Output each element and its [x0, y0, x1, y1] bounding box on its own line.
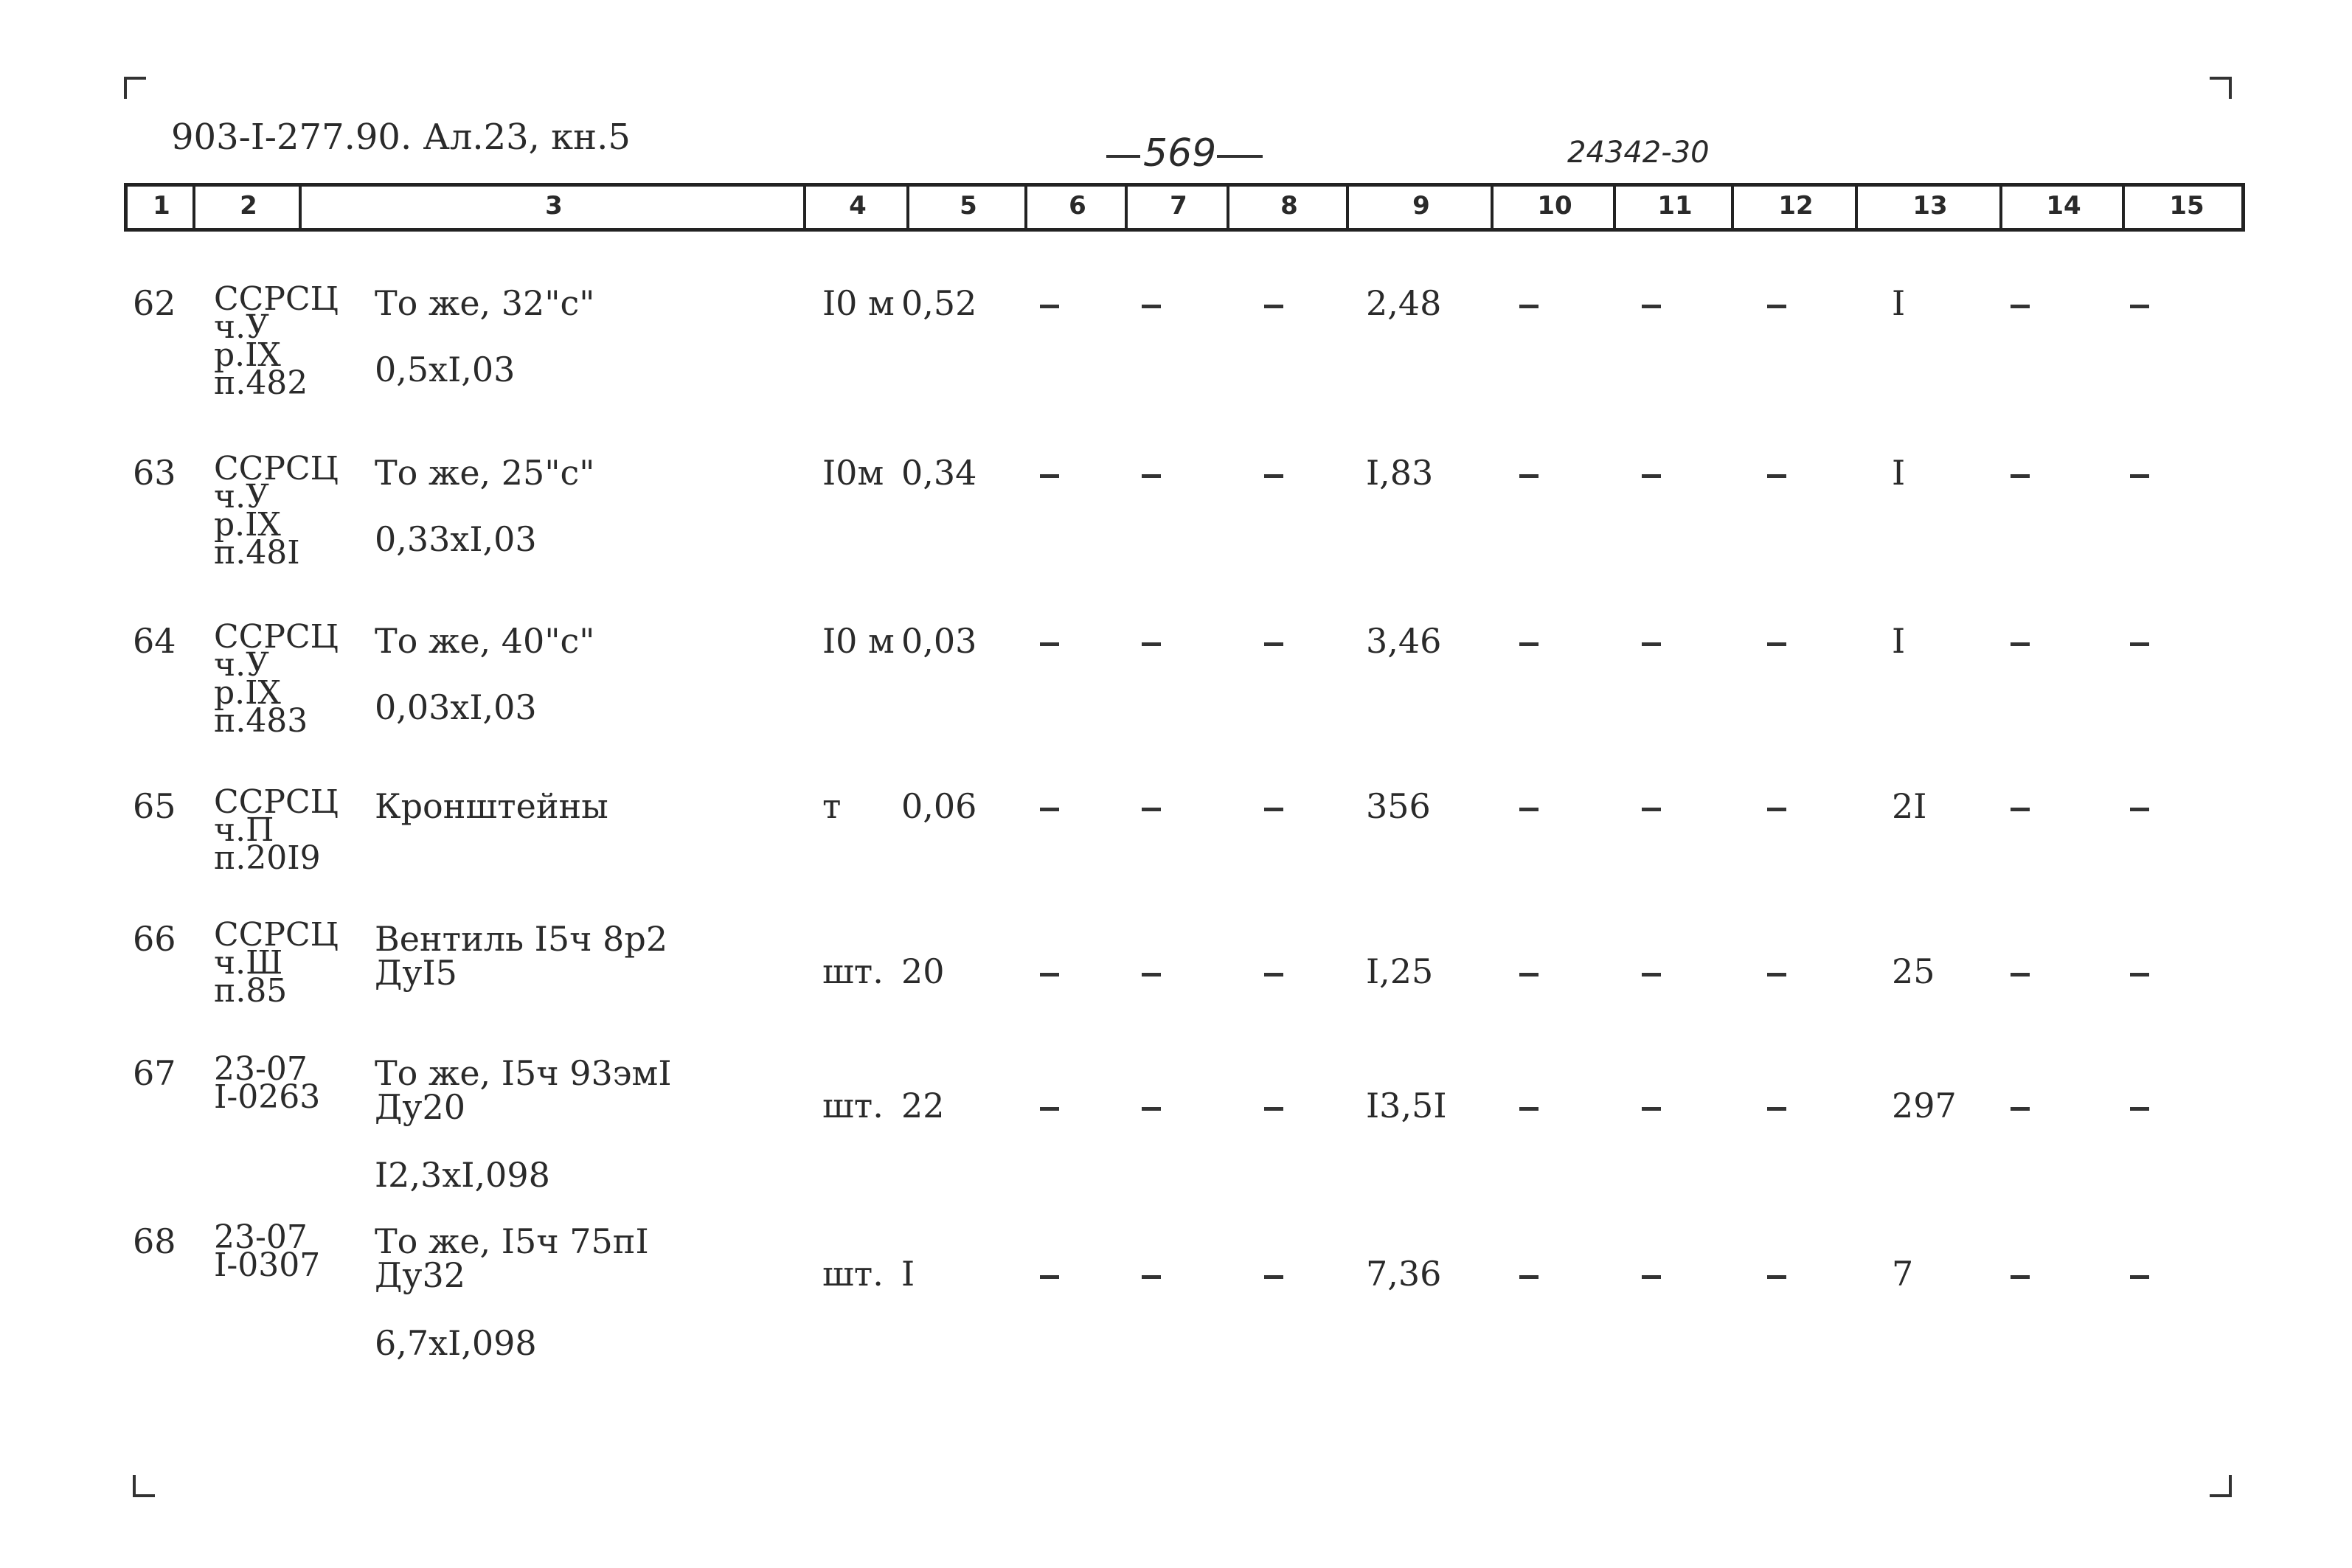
dash-mark	[1142, 1275, 1161, 1279]
cell-c11	[1642, 286, 1661, 320]
cell-c15	[2130, 1089, 2149, 1123]
cell-c15	[2130, 624, 2149, 658]
cell-c8	[1264, 456, 1283, 490]
reference-line: р.IX	[214, 506, 281, 544]
description-line: ДуI5	[375, 953, 457, 993]
dash-mark	[1767, 808, 1786, 811]
cell-c7	[1142, 624, 1161, 658]
dash-mark	[1264, 305, 1283, 308]
document-code: 903-I-277.90. Ал.23, кн.5	[171, 117, 631, 158]
dash-mark	[1040, 1275, 1059, 1279]
description-line: I2,3xI,098	[375, 1155, 550, 1195]
cell-c11	[1642, 456, 1661, 490]
page-number-dash-right	[1217, 155, 1263, 158]
reference-line: ССРСЦ	[214, 916, 339, 954]
dash-mark	[1264, 808, 1283, 811]
dash-mark	[1264, 474, 1283, 478]
cell-c14	[2011, 954, 2030, 988]
column-number-4: 4	[849, 191, 867, 221]
dash-mark	[2130, 1107, 2149, 1111]
cell-c14	[2011, 456, 2030, 490]
description-line: 0,03xI,03	[375, 687, 537, 727]
row-number: 67	[133, 1053, 176, 1093]
description-line: Вентиль I5ч 8р2	[375, 919, 668, 959]
dash-mark	[1142, 474, 1161, 478]
cell-c12	[1767, 954, 1786, 988]
dash-mark	[1142, 808, 1161, 811]
dash-mark	[2011, 973, 2030, 976]
quantity-cell: 0,03	[901, 621, 977, 661]
column-number-11: 11	[1657, 191, 1693, 221]
dash-mark	[2130, 808, 2149, 811]
unit-cell: шт.	[822, 1254, 884, 1294]
cell-c12	[1767, 1257, 1786, 1291]
column-number-14: 14	[2046, 191, 2081, 221]
cell-c8	[1264, 789, 1283, 823]
column-number-12: 12	[1778, 191, 1814, 221]
dash-mark	[1264, 642, 1283, 646]
cell-c7	[1142, 286, 1161, 320]
column-divider	[299, 187, 302, 228]
column-divider	[1999, 187, 2002, 228]
description-line: Ду32	[375, 1255, 465, 1295]
row-number: 62	[133, 283, 176, 323]
cell-c8	[1264, 286, 1283, 320]
dash-mark	[1040, 305, 1059, 308]
cell-c7	[1142, 789, 1161, 823]
reference-line: 23-07	[214, 1050, 308, 1088]
reference-line: п.20I9	[214, 839, 321, 877]
dash-mark	[2130, 1275, 2149, 1279]
cell-c7	[1142, 456, 1161, 490]
column-number-10: 10	[1537, 191, 1572, 221]
cell-c15	[2130, 789, 2149, 823]
reference-line: ч.У	[214, 478, 269, 516]
cell-c9: I,25	[1366, 951, 1434, 991]
cell-c14	[2011, 789, 2030, 823]
quantity-cell: 0,52	[901, 283, 977, 323]
dash-mark	[1767, 1275, 1786, 1279]
description-line: 6,7xI,098	[375, 1323, 537, 1363]
column-number-7: 7	[1170, 191, 1187, 221]
description-line: То же, I5ч 75пI	[375, 1221, 649, 1261]
column-divider	[192, 187, 195, 228]
column-divider	[1731, 187, 1734, 228]
reference-line: ч.Ш	[214, 944, 283, 982]
dash-mark	[1519, 1275, 1538, 1279]
cell-c9: 3,46	[1366, 621, 1442, 661]
dash-mark	[1040, 642, 1059, 646]
dash-mark	[1264, 1275, 1283, 1279]
cell-c9: I3,5I	[1366, 1086, 1447, 1125]
dash-mark	[2130, 474, 2149, 478]
column-number-13: 13	[1912, 191, 1948, 221]
dash-mark	[1519, 1107, 1538, 1111]
column-divider	[1125, 187, 1128, 228]
column-divider	[1613, 187, 1616, 228]
reference-line: п.85	[214, 972, 288, 1010]
corner-mark-bottom-left	[133, 1475, 155, 1497]
column-number-2: 2	[240, 191, 257, 221]
unit-cell: I0м	[822, 453, 884, 493]
row-number: 63	[133, 453, 176, 493]
dash-mark	[1142, 305, 1161, 308]
reference-line: ССРСЦ	[214, 280, 339, 318]
dash-mark	[2011, 305, 2030, 308]
reference-line: ч.П	[214, 811, 274, 849]
dash-mark	[2011, 642, 2030, 646]
cell-c7	[1142, 954, 1161, 988]
reference-line: ССРСЦ	[214, 450, 339, 488]
column-number-5: 5	[960, 191, 977, 221]
quantity-cell: 0,34	[901, 453, 977, 493]
reference-line: 23-07	[214, 1218, 308, 1256]
cell-c7	[1142, 1089, 1161, 1123]
dash-mark	[1040, 808, 1059, 811]
cell-c10	[1519, 456, 1538, 490]
cell-c13: 2I	[1892, 786, 1927, 826]
cell-c9: I,83	[1366, 453, 1434, 493]
dash-mark	[1519, 642, 1538, 646]
reference-line: ч.У	[214, 646, 269, 684]
cell-c11	[1642, 624, 1661, 658]
reference-line: ССРСЦ	[214, 618, 339, 656]
dash-mark	[1264, 1107, 1283, 1111]
column-number-3: 3	[545, 191, 563, 221]
cell-c6	[1040, 456, 1059, 490]
cell-c13: 7	[1892, 1254, 1914, 1294]
description-line: Ду20	[375, 1087, 465, 1127]
dash-mark	[2130, 305, 2149, 308]
cell-c8	[1264, 954, 1283, 988]
cell-c10	[1519, 789, 1538, 823]
unit-cell: I0 м	[822, 621, 895, 661]
column-divider	[1855, 187, 1858, 228]
reference-line: п.483	[214, 702, 308, 740]
description-line: То же, 25"с"	[375, 453, 595, 493]
column-divider	[2122, 187, 2125, 228]
page-number-dash-left	[1106, 155, 1140, 158]
cell-c7	[1142, 1257, 1161, 1291]
dash-mark	[1040, 973, 1059, 976]
column-header-bar	[124, 183, 2245, 232]
unit-cell: т	[822, 786, 842, 826]
dash-mark	[2011, 1107, 2030, 1111]
reference-line: р.IX	[214, 674, 281, 712]
column-divider	[1024, 187, 1027, 228]
unit-cell: шт.	[822, 951, 884, 991]
cell-c14	[2011, 286, 2030, 320]
dash-mark	[1519, 305, 1538, 308]
column-number-1: 1	[153, 191, 170, 221]
quantity-cell: 20	[901, 951, 945, 991]
unit-cell: I0 м	[822, 283, 895, 323]
dash-mark	[1040, 474, 1059, 478]
cell-c13: I	[1892, 283, 1906, 323]
row-number: 68	[133, 1221, 176, 1261]
cell-c12	[1767, 624, 1786, 658]
reference-line: р.IX	[214, 336, 281, 374]
cell-c8	[1264, 1257, 1283, 1291]
reference-line: п.482	[214, 364, 308, 402]
cell-c6	[1040, 1089, 1059, 1123]
description-line: То же, 40"с"	[375, 621, 595, 661]
cell-c14	[2011, 624, 2030, 658]
cell-c10	[1519, 1089, 1538, 1123]
dash-mark	[2011, 474, 2030, 478]
dash-mark	[1642, 642, 1661, 646]
cell-c6	[1040, 1257, 1059, 1291]
reference-line: п.48I	[214, 534, 300, 572]
corner-mark-top-right	[2210, 77, 2232, 99]
corner-mark-top-left	[124, 77, 146, 99]
cell-c9: 7,36	[1366, 1254, 1442, 1294]
row-number: 66	[133, 919, 176, 959]
column-divider	[1491, 187, 1494, 228]
reference-line: ССРСЦ	[214, 783, 339, 821]
cell-c13: I	[1892, 621, 1906, 661]
cell-c11	[1642, 1089, 1661, 1123]
cell-c10	[1519, 1257, 1538, 1291]
reference-line: I-0307	[214, 1246, 321, 1284]
cell-c10	[1519, 624, 1538, 658]
cell-c13: 297	[1892, 1086, 1957, 1125]
dash-mark	[1642, 1107, 1661, 1111]
description-line: 0,5xI,03	[375, 350, 516, 389]
column-number-8: 8	[1280, 191, 1298, 221]
cell-c8	[1264, 1089, 1283, 1123]
dash-mark	[1767, 1107, 1786, 1111]
cell-c14	[2011, 1089, 2030, 1123]
dash-mark	[1642, 474, 1661, 478]
cell-c14	[2011, 1257, 2030, 1291]
description-line: То же, I5ч 93эмI	[375, 1053, 672, 1093]
dash-mark	[1767, 305, 1786, 308]
cell-c10	[1519, 286, 1538, 320]
dash-mark	[1519, 808, 1538, 811]
description-line: Кронштейны	[375, 786, 608, 826]
column-divider	[1346, 187, 1349, 228]
dash-mark	[1767, 973, 1786, 976]
dash-mark	[1142, 642, 1161, 646]
dash-mark	[1142, 973, 1161, 976]
dash-mark	[1142, 1107, 1161, 1111]
reference-line: ч.У	[214, 308, 269, 346]
cell-c12	[1767, 789, 1786, 823]
cell-c11	[1642, 954, 1661, 988]
dash-mark	[1767, 642, 1786, 646]
column-divider	[1227, 187, 1229, 228]
dash-mark	[1519, 973, 1538, 976]
column-number-9: 9	[1412, 191, 1430, 221]
description-line: 0,33xI,03	[375, 519, 537, 559]
description-line: То же, 32"с"	[375, 283, 595, 323]
reference-line: I-0263	[214, 1078, 321, 1116]
quantity-cell: 0,06	[901, 786, 977, 826]
row-number: 64	[133, 621, 176, 661]
cell-c8	[1264, 624, 1283, 658]
cell-c13: I	[1892, 453, 1906, 493]
archive-number: 24342-30	[1567, 136, 1710, 170]
cell-c11	[1642, 1257, 1661, 1291]
cell-c15	[2130, 954, 2149, 988]
dash-mark	[1642, 1275, 1661, 1279]
dash-mark	[1519, 474, 1538, 478]
column-divider	[803, 187, 806, 228]
cell-c6	[1040, 954, 1059, 988]
cell-c6	[1040, 624, 1059, 658]
dash-mark	[2011, 1275, 2030, 1279]
row-number: 65	[133, 786, 176, 826]
column-divider	[906, 187, 909, 228]
column-number-15: 15	[2169, 191, 2204, 221]
column-number-6: 6	[1069, 191, 1086, 221]
dash-mark	[2011, 808, 2030, 811]
quantity-cell: I	[901, 1254, 915, 1294]
cell-c15	[2130, 456, 2149, 490]
cell-c15	[2130, 286, 2149, 320]
dash-mark	[1767, 474, 1786, 478]
cell-c9: 356	[1366, 786, 1431, 826]
cell-c12	[1767, 286, 1786, 320]
cell-c13: 25	[1892, 951, 1935, 991]
cell-c6	[1040, 789, 1059, 823]
unit-cell: шт.	[822, 1086, 884, 1125]
dash-mark	[1642, 973, 1661, 976]
page-number: 569	[1143, 131, 1217, 176]
corner-mark-bottom-right	[2210, 1475, 2232, 1497]
dash-mark	[1040, 1107, 1059, 1111]
cell-c6	[1040, 286, 1059, 320]
dash-mark	[2130, 973, 2149, 976]
cell-c9: 2,48	[1366, 283, 1442, 323]
cell-c15	[2130, 1257, 2149, 1291]
dash-mark	[1264, 973, 1283, 976]
cell-c12	[1767, 456, 1786, 490]
quantity-cell: 22	[901, 1086, 945, 1125]
dash-mark	[2130, 642, 2149, 646]
dash-mark	[1642, 305, 1661, 308]
cell-c10	[1519, 954, 1538, 988]
dash-mark	[1642, 808, 1661, 811]
cell-c11	[1642, 789, 1661, 823]
cell-c12	[1767, 1089, 1786, 1123]
